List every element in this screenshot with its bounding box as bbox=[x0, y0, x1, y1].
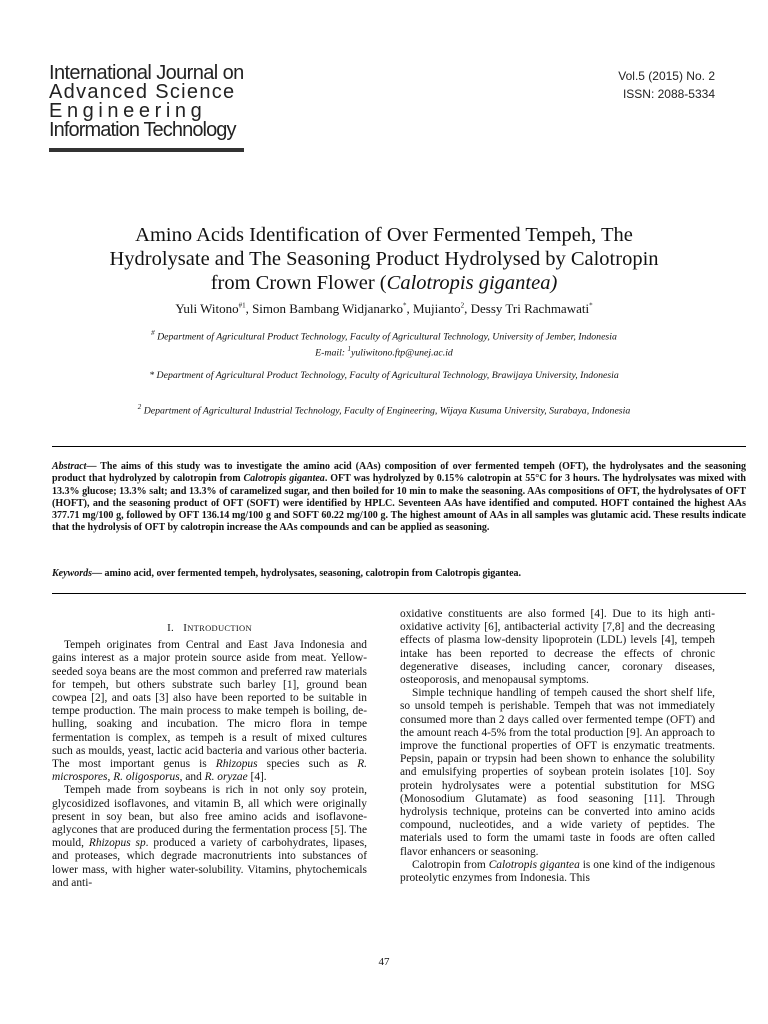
keywords bbox=[52, 568, 746, 579]
title-line bbox=[40, 271, 728, 295]
abstract-text: . OFT was hydrolyzed by 0.15% calotropin at 55°C for 3 hours. The hydrolysates was mixed with 13.3% glucose; 13.3% salt; and 13.3% of caramelized sugar, and then boiled for 10 min to make the seasoning. AAs compositions of OFT, the hydrolysates of OFT (HOFT), and the seasoning product of OFT (SOFT) were identified by HPLC. Seventeen AAs have identified and computed. HOFT contained the highest AAs 377.71 mg/100 g, followed by OFT 136.14 mg/100 g and SOFT 60.22 mg/100 g. The highest amount of AAs in all samples was glutamic acid. These results indicate that the hydrolysis of OFT by calotropin increase the AAs compounds and can be applied as seasoning. bbox=[52, 473, 746, 534]
affiliation-1-text bbox=[30, 327, 738, 343]
section-number: I. bbox=[167, 622, 175, 634]
divider-bottom bbox=[52, 593, 746, 594]
body-column-right bbox=[400, 608, 715, 885]
body-column-left bbox=[52, 608, 367, 890]
section-heading-introduction bbox=[52, 622, 367, 635]
paragraph bbox=[400, 859, 715, 885]
abstract-text: — The aims of this study was to investigate the amino acid (AAs) composition of over fermented tempeh (OFT), the hydrolysates and the seasoning product that hydrolyzed by calotropin from bbox=[52, 461, 746, 485]
abstract-label: Abstract bbox=[52, 461, 87, 472]
affiliation-text: Department of Agricultural Industrial Technology, Faculty of Engineering, Wijaya Kusuma University, Surabaya, Indonesia bbox=[141, 405, 631, 417]
author-mark: * bbox=[589, 301, 593, 310]
species-name: Rhizopus bbox=[215, 758, 258, 771]
paragraph-text: . produced a variety of carbohydrates, lipases, and proteases, which degrade macronutrients into substances of lower mass, with higher water-solubility. Vitamins, phytochemicals and anti- bbox=[52, 837, 367, 889]
keywords-text: — amino acid, over fermented tempeh, hydrolysates, seasoning, calotropin from Calotropis gigantea. bbox=[92, 568, 522, 579]
author-name: Yuli Witono bbox=[175, 301, 239, 316]
page-number: 47 bbox=[378, 956, 390, 968]
author-name: Simon Bambang Widjanarko bbox=[252, 301, 403, 316]
title-species: Calotropis gigantea) bbox=[386, 272, 558, 294]
abstract-species: Calotropis gigantea bbox=[243, 473, 325, 485]
paragraph-text: species such as bbox=[257, 758, 358, 771]
paragraph-text: Tempeh originates from Central and East Java Indonesia and gains interest as a major protein source aside from meat. Yellow-seeded soya beans are the most common and preferred raw materials for tempeh, but others substrate such barley [1], ground bean cowpea [2], and oats [3] also have been reported to be suitable in tempe production. The main process to make tempeh is boiling, de-hulling, soaking and incubation. The micro flora in tempe fermentation is complex, as tempeh is a result of mixed cultures such as moulds, yeast, lactic acid bacteria and various other bacteria. The most important genus is bbox=[52, 639, 367, 771]
paragraph-text: [4]. bbox=[247, 771, 267, 784]
author-sep: , bbox=[245, 301, 253, 316]
title-line: Amino Acids Identification of Over Fermented Tempeh, The bbox=[135, 224, 633, 246]
author-name: Mujianto bbox=[412, 301, 461, 316]
title-text: from Crown Flower ( bbox=[210, 272, 387, 294]
keywords-label: Keywords bbox=[52, 568, 92, 579]
paragraph-text: , and bbox=[179, 771, 205, 784]
journal-name-line4: Information Technology bbox=[49, 119, 236, 141]
author-mark: #1 bbox=[238, 301, 246, 310]
paragraph-text: Calotropin from bbox=[412, 858, 489, 871]
affiliation-text: Department of Agricultural Product Technology, Faculty of Agricultural Technology, University of Jember, Indonesia bbox=[154, 331, 617, 343]
author-mark: 2 bbox=[460, 301, 465, 310]
author-name: Dessy Tri Rachmawati bbox=[470, 301, 590, 316]
paragraph: Simple technique handling of tempeh caused the short shelf life, so unsold tempeh is perishable. Tempeh that was not immediately consumed more than 2 days called over fermented tempe (OFT) and the amount reach 4-5% from the total production [9]. An approach to improve the functional properties of OFT is enzymatic treatments. Pepsin, papain or trypsin had been shown to enhance the solubility and emulsifying properties of soybean protein isolates [10]. Soy protein hydrolysates were a potential substitution for MSG (Monosodium Glutamate) as food seasoning [11]. Through hydrolysis technique, proteins can be converted into amino acids compound, nucleotides, and a wide variety of peptides. The materials used to form the umami taste in foods are often called flavor enhancers or seasoning. bbox=[400, 687, 715, 858]
issn-text: ISSN: 2088-5334 bbox=[622, 87, 715, 101]
author-sep: , bbox=[464, 301, 471, 316]
section-title-initial: I bbox=[183, 622, 188, 634]
abstract bbox=[52, 461, 746, 535]
species-name: Calotropis gigantea bbox=[488, 858, 580, 871]
journal-name-line1: International Journal on bbox=[49, 62, 244, 84]
volume-text: Vol.5 (2015) No. 2 bbox=[618, 69, 715, 83]
divider-top bbox=[52, 446, 746, 447]
affiliation-1 bbox=[30, 327, 738, 360]
journal-name-line3: Engineering bbox=[49, 100, 207, 122]
email-label: E-mail: bbox=[315, 347, 348, 359]
paragraph-text: , bbox=[107, 771, 114, 784]
author-sep: , bbox=[406, 301, 413, 316]
journal-logo bbox=[49, 64, 244, 140]
affiliation-3 bbox=[30, 401, 738, 417]
journal-name-line2: Advanced Science bbox=[49, 81, 236, 103]
journal-logo-rule bbox=[49, 148, 244, 152]
species-name: Rhizopus sp bbox=[88, 837, 146, 850]
paper-title bbox=[40, 223, 728, 295]
affiliation-2: * Department of Agricultural Product Technology, Faculty of Agricultural Technology, Brawijaya University, Indonesia bbox=[149, 370, 619, 381]
affiliation-mark: # bbox=[151, 329, 155, 337]
species-name: R. microspores bbox=[52, 758, 367, 784]
issue-info bbox=[618, 67, 715, 103]
email-mark: 1 bbox=[347, 345, 352, 354]
affiliation-mark: 2 bbox=[137, 403, 142, 411]
paragraph bbox=[52, 784, 367, 890]
paragraph-text: Tempeh made from soybeans is rich in not only soy protein, glycosidized isoflavones, and vitamin B, all which were originally present in soy bean, but also free amino acids and isoflavone-aglycones that are produced during the fermentation process [5]. The mould, bbox=[52, 784, 367, 850]
species-name: R. oligosporus bbox=[113, 771, 180, 784]
paragraph: oxidative constituents are also formed [4]. Due to its high anti-oxidative activity [6], antibacterial activity [7,8] and the decreasing effects of plasma low-density lipoprotein (LDL) levels [4], tempeh intake has been reported to decrease the effects of chronic degenerative diseases, including cancer, coronary diseases, osteoporosis, and menopausal symptoms. bbox=[400, 608, 715, 687]
email-address: yuliwitono.ftp@unej.ac.id bbox=[351, 347, 453, 359]
paragraph bbox=[52, 639, 367, 784]
paragraph-text: is one kind of the indigenous proteolytic enzymes from Indonesia. This bbox=[400, 858, 716, 885]
affiliation-email bbox=[30, 343, 738, 359]
title-line: Hydrolysate and The Seasoning Product Hydrolysed by Calotropin bbox=[109, 248, 659, 270]
species-name: R. oryzae bbox=[204, 771, 248, 784]
section-title-rest: NTRODUCTION bbox=[187, 623, 252, 633]
author-list bbox=[40, 301, 728, 317]
author-mark: * bbox=[402, 301, 407, 310]
